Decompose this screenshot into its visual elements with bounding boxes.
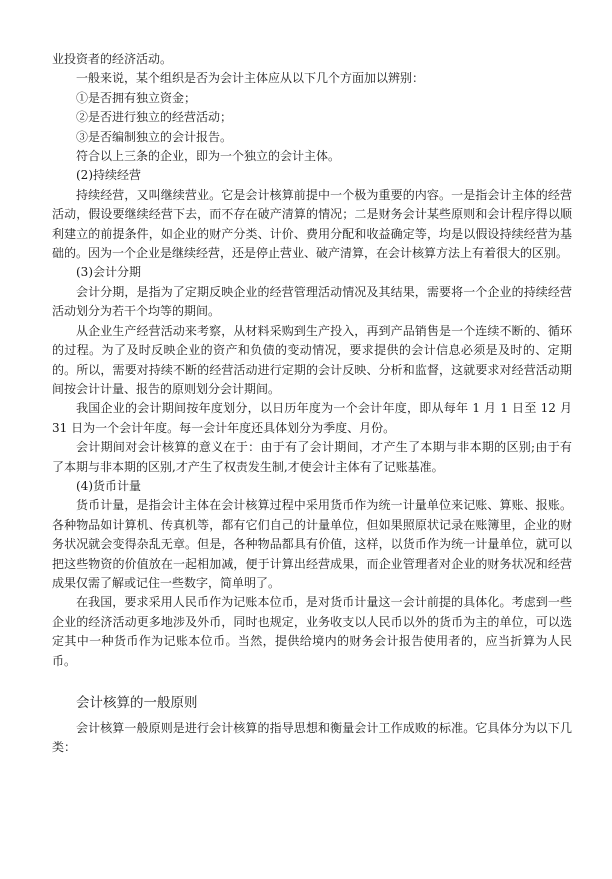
paragraph-going-concern: 持续经营，又叫继续营业。它是会计核算前提中一个极为重要的内容。一是指会计主体的经营活动，假设要继续经营下去，而不存在破产清算的情况；二是财务会计某些原则和会计程序得以顺利建立的前提条件，如企业的财产分类、计价、费用分配和收益确定等，均是以假设持续经营为基础的。因为一个企业是继续经营，还是停止营业、破产清算，在会计核算方法上有着很大的区别。 xyxy=(52,187,572,261)
paragraph-entity-criteria: 一般来说，某个组织是否为会计主体应从以下几个方面加以辨别： xyxy=(76,71,425,86)
section-title-monetary-unit: (4)货币计量 xyxy=(76,478,141,493)
list-item-independent-operations: ②是否进行独立的经营活动； xyxy=(76,110,233,125)
section-title-accounting-period: (3)会计分期 xyxy=(76,265,141,280)
list-item-independent-funds: ①是否拥有独立资金； xyxy=(76,90,197,105)
paragraph-monetary-china: 在我国，要求采用人民币作为记账本位币，是对货币计量这一会计前提的具体化。考虑到一些企业的经济活动更多地涉及外币，同时也规定，业务收支以人民币以外的货币为主的单位，可以选定其中一种货币作为记账本位币。当然，提供给境内的财务会计报告使用者的，应当折算为人民币。 xyxy=(52,595,572,668)
paragraph-intro-tail: 业投资者的经济活动。 xyxy=(52,52,173,66)
paragraph-period-reason: 从企业生产经营活动来考察，从材料采购到生产投入，再到产品销售是一个连续不断的、循环的过程。为了及时反映企业的资产和负债的变动情况，要求提供的会计信息必须是及时的、定期的。所以，需要对持续不断的经营活动进行定期的会计反映、分析和监督，这就要求对经营活动期间按会计计量、报告的原则划分会计期间。 xyxy=(52,323,572,396)
document-page xyxy=(52,50,572,758)
paragraph-period-china: 我国企业的会计期间按年度划分，以日历年度为一个会计年度，即从每年 1 月 1 日至 12 月 31 日为一个会计年度。每一会计年度还具体划分为季度、月份。 xyxy=(52,401,572,435)
section-heading-general-principles: 会计核算的一般原则 xyxy=(76,695,198,711)
paragraph-period-significance: 会计期间对会计核算的意义在于：由于有了会计期间，才产生了本期与非本期的区别;由于有了本期与非本期的区别,才产生了权责发生制,才使会计主体有了记账基准。 xyxy=(52,440,572,474)
paragraph-general-principles: 会计核算一般原则是进行会计核算的指导思想和衡量会计工作成败的标准。它具体分为以下几类： xyxy=(52,721,572,755)
section-title-going-concern: (2)持续经营 xyxy=(76,168,141,183)
paragraph-entity-conclusion: 符合以上三条的企业，即为一个独立的会计主体。 xyxy=(76,149,341,164)
paragraph-monetary-definition: 货币计量，是指会计主体在会计核算过程中采用货币作为统一计量单位来记账、算账、报账。各种物品如计算机、传真机等，都有它们自己的计量单位，但如果照原状记录在账簿里，企业的财务状况就会变得杂乱无章。但是，各种物品都具有价值，这样，以货币作为统一计量单位，就可以把这些物资的价值放在一起相加减，便于计算出经营成果，而企业管理者对企业的财务状况和经营成果仅需了解或记住一些数字，简单明了。 xyxy=(52,498,572,590)
list-item-independent-reports: ③是否编制独立的会计报告。 xyxy=(76,129,233,144)
paragraph-period-definition: 会计分期，是指为了定期反映企业的经营管理活动情况及其结果，需要将一个企业的持续经营活动划分为若干个均等的期间。 xyxy=(52,284,572,319)
